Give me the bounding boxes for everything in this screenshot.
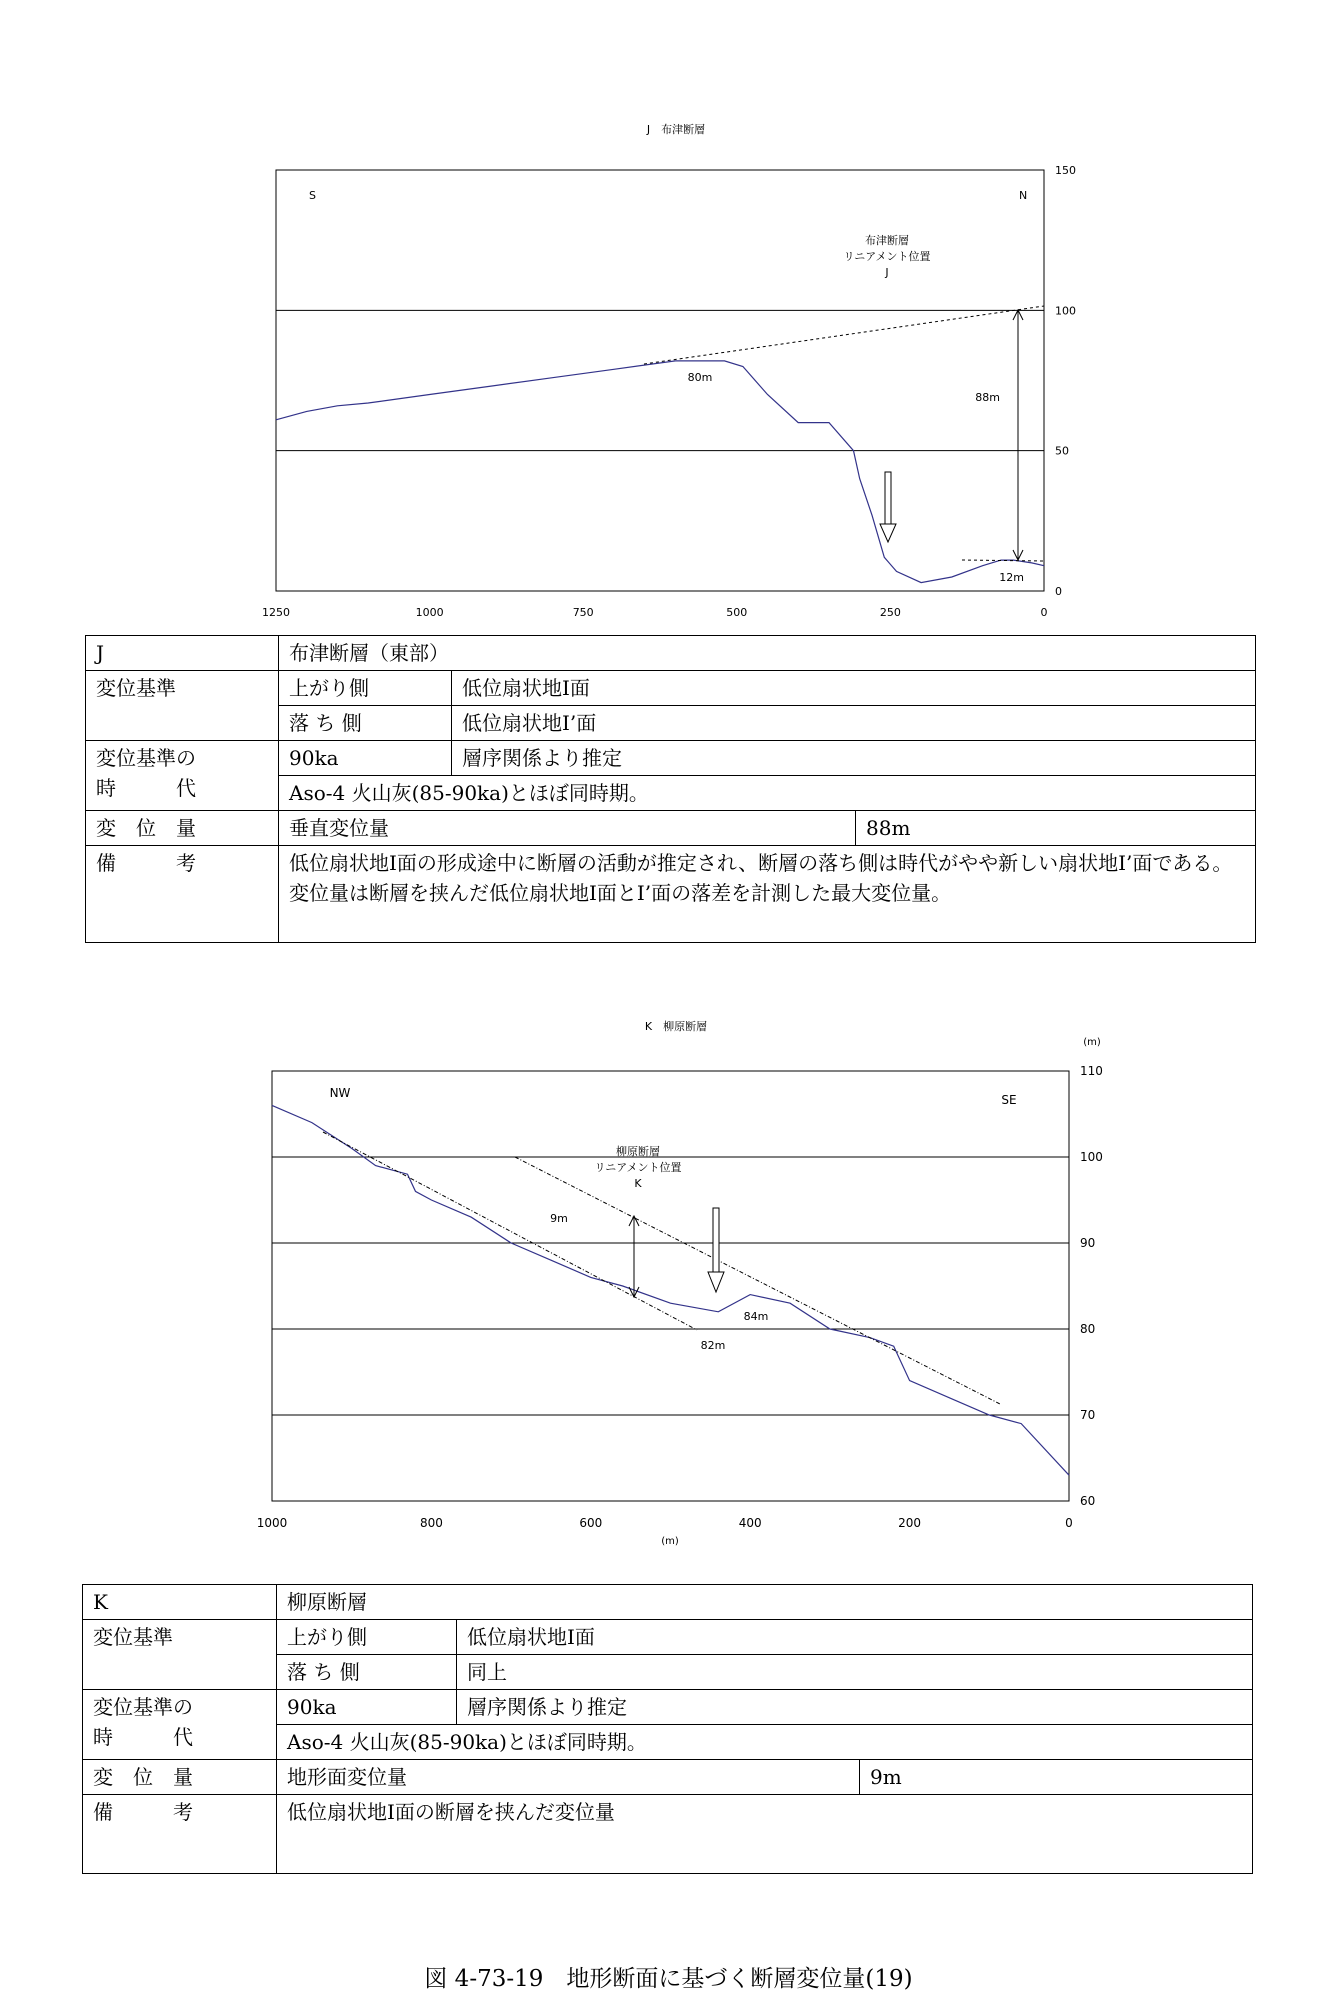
chart-k-y-unit: (m) bbox=[1083, 1037, 1101, 1048]
chart-k-point-b-label: 82m bbox=[700, 1339, 726, 1352]
chart-k-point-a-label: 84m bbox=[743, 1310, 769, 1323]
table-j-upper-side-label: 上がり側 bbox=[279, 671, 452, 706]
j-y-tick-150: 150 bbox=[1055, 164, 1076, 177]
chart-k-dir-right: SE bbox=[1001, 1093, 1017, 1107]
chart-k-gridlines bbox=[272, 1157, 1069, 1415]
table-k-remarks-label: 備 考 bbox=[83, 1795, 277, 1874]
table-k-id: K bbox=[83, 1585, 277, 1620]
chart-k-title: K 柳原断層 bbox=[644, 1020, 708, 1033]
table-k-age-label-line1: 変位基準の bbox=[93, 1695, 193, 1719]
k-x-tick-400: 400 bbox=[738, 1516, 762, 1530]
table-k-amount-type: 地形面変位量 bbox=[277, 1760, 860, 1795]
table-k-amount-value: 9m bbox=[860, 1760, 1253, 1795]
k-y-tick-100: 100 bbox=[1080, 1150, 1103, 1164]
table-j-age-label-line1: 変位基準の bbox=[96, 746, 196, 770]
j-x-tick-500: 500 bbox=[726, 606, 748, 619]
k-x-tick-600: 600 bbox=[579, 1516, 603, 1530]
table-j-lower-side-value: 低位扇状地Ⅰ’面 bbox=[452, 706, 1256, 741]
j-x-tick-1000: 1000 bbox=[415, 606, 444, 619]
table-j-fault-info bbox=[85, 635, 1256, 943]
chart-k-x-unit: (m) bbox=[661, 1536, 679, 1547]
table-j-amount-type: 垂直変位量 bbox=[279, 811, 856, 846]
table-k-amount-label: 変 位 量 bbox=[83, 1760, 277, 1795]
table-k-age-label-line2: 時 代 bbox=[93, 1725, 193, 1749]
table-j-age-value: 90ka bbox=[279, 741, 452, 776]
table-k-upper-side-label: 上がり側 bbox=[277, 1620, 457, 1655]
k-y-tick-70: 70 bbox=[1080, 1408, 1096, 1422]
table-k-age-basis: 層序関係より推定 bbox=[457, 1690, 1253, 1725]
table-j-age-label-line2: 時 代 bbox=[96, 776, 196, 800]
table-k-lower-side-value: 同上 bbox=[457, 1655, 1253, 1690]
table-j-id: J bbox=[86, 636, 279, 671]
j-x-tick-250: 250 bbox=[879, 606, 901, 619]
chart-k-dir-left: NW bbox=[329, 1086, 351, 1100]
table-j-fault-name: 布津断層（東部） bbox=[279, 636, 1256, 671]
table-k-remarks: 低位扇状地Ⅰ面の断層を挟んだ変位量 bbox=[277, 1795, 1253, 1874]
table-k-age-value: 90ka bbox=[277, 1690, 457, 1725]
table-j-amount-label: 変 位 量 bbox=[86, 811, 279, 846]
chart-k-lineament-line1: 柳原断層 bbox=[616, 1145, 660, 1158]
table-k-upper-side-value: 低位扇状地Ⅰ面 bbox=[457, 1620, 1253, 1655]
j-y-tick-0: 0 bbox=[1055, 585, 1062, 598]
chart-j-lineament-line3: J bbox=[885, 266, 889, 279]
table-j-age-label bbox=[86, 741, 279, 811]
table-j-lower-side-label: 落 ち 側 bbox=[279, 706, 452, 741]
j-y-tick-50: 50 bbox=[1055, 444, 1069, 458]
k-y-tick-110: 110 bbox=[1080, 1064, 1103, 1078]
chart-j-dir-left: S bbox=[309, 189, 316, 202]
k-x-tick-1000: 1000 bbox=[256, 1516, 288, 1530]
chart-k-plot-frame bbox=[272, 1071, 1069, 1501]
k-y-tick-80: 80 bbox=[1080, 1322, 1096, 1336]
k-x-tick-0: 0 bbox=[1065, 1516, 1073, 1530]
k-y-tick-90: 90 bbox=[1080, 1236, 1096, 1250]
table-j-remarks: 低位扇状地Ⅰ面の形成途中に断層の活動が推定され、断層の落ち側は時代がやや新しい扇状地Ⅰ’面である。変位量は断層を挟んだ低位扇状地Ⅰ面とⅠ’面の落差を計測した最大変位量。 bbox=[279, 846, 1256, 943]
chart-j-lineament-line2: リニアメント位置 bbox=[843, 250, 931, 263]
table-j-amount-value: 88m bbox=[856, 811, 1256, 846]
chart-k-lineament-line2: リニアメント位置 bbox=[594, 1161, 682, 1174]
chart-j-dir-right: N bbox=[1019, 189, 1028, 202]
k-y-tick-60: 60 bbox=[1080, 1494, 1096, 1508]
chart-j-lineament-line1: 布津断層 bbox=[865, 234, 909, 247]
chart-j-lower-elev-label: 12m bbox=[999, 571, 1024, 584]
table-j-remarks-label: 備 考 bbox=[86, 846, 279, 943]
j-y-tick-100: 100 bbox=[1055, 304, 1076, 318]
table-k-lower-side-label: 落 ち 側 bbox=[277, 1655, 457, 1690]
table-j-age-note: Aso-4 火山灰(85-90ka)とほぼ同時期。 bbox=[279, 776, 1256, 811]
table-k-fault-info bbox=[82, 1584, 1253, 1874]
table-k-criteria-label: 変位基準 bbox=[83, 1620, 277, 1690]
chart-k-upper-surface-extension bbox=[515, 1157, 1000, 1404]
j-x-tick-1250: 1250 bbox=[262, 606, 290, 619]
chart-k-lineament-line3: K bbox=[634, 1177, 642, 1190]
chart-j-upper-elev-label: 80m bbox=[687, 371, 713, 384]
chart-k-fault-arrow bbox=[708, 1208, 724, 1292]
table-j-upper-side-value: 低位扇状地Ⅰ面 bbox=[452, 671, 1256, 706]
table-k-age-note: Aso-4 火山灰(85-90ka)とほぼ同時期。 bbox=[277, 1725, 1253, 1760]
chart-j-offset-label: 88m bbox=[975, 391, 1000, 404]
table-k-age-label bbox=[83, 1690, 277, 1760]
figure-caption: 図 4-73-19 地形断面に基づく断層変位量(19) bbox=[424, 1966, 913, 1992]
chart-j-title: J 布津断層 bbox=[646, 123, 706, 136]
chart-k-offset-label: 9m bbox=[550, 1212, 568, 1225]
chart-k-y-ticks bbox=[1080, 1064, 1103, 1508]
table-j-criteria-label: 変位基準 bbox=[86, 671, 279, 741]
k-x-tick-800: 800 bbox=[419, 1516, 443, 1530]
table-k-fault-name: 柳原断層 bbox=[277, 1585, 1253, 1620]
table-j-age-basis: 層序関係より推定 bbox=[452, 741, 1256, 776]
chart-k-x-ticks bbox=[257, 1516, 1073, 1530]
j-x-tick-750: 750 bbox=[572, 606, 594, 619]
k-x-tick-200: 200 bbox=[898, 1516, 922, 1530]
j-x-tick-0: 0 bbox=[1040, 606, 1048, 619]
